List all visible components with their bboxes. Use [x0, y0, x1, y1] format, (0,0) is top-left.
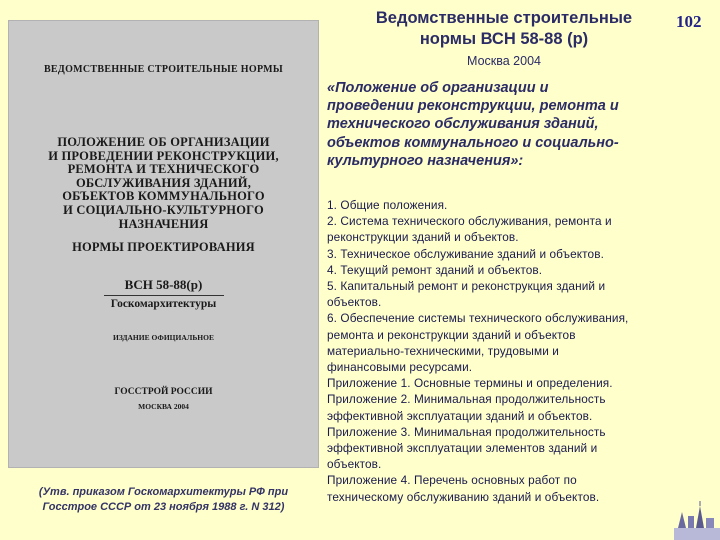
toc-line: 3. Техническое обслуживание зданий и объектов.	[327, 246, 604, 261]
toc-line: 5. Капитальный ремонт и реконструкция зданий и	[327, 279, 606, 294]
toc-line: Приложение 3. Минимальная продолжительность	[327, 424, 606, 439]
toc-line: Приложение 2. Минимальная продолжительность	[327, 392, 606, 407]
cover-title-line: И ПРОВЕДЕНИИ РЕКОНСТРУКЦИИ,	[48, 148, 279, 163]
slide-title	[334, 8, 674, 50]
approval-caption	[8, 485, 319, 514]
toc-line: эффективной эксплуатации зданий и объектов.	[327, 408, 593, 423]
table-of-contents	[327, 197, 717, 505]
subtitle-line: «Положение об организации и	[327, 80, 549, 96]
cover-city-year: МОСКВА 2004	[138, 402, 189, 411]
toc-line: объектов.	[327, 295, 382, 310]
subtitle-line: культурного назначения»:	[327, 152, 524, 169]
cover-title-line: ОБЪЕКТОВ КОММУНАЛЬНОГО	[62, 189, 265, 204]
toc-line: техническому обслуживанию зданий и объектов.	[327, 489, 600, 504]
cover-title-line: ПОЛОЖЕНИЕ ОБ ОРГАНИЗАЦИИ	[57, 135, 270, 149]
caption-line: Госстрое СССР от 23 ноября 1988 г. N 312)	[42, 500, 285, 513]
toc-line: 2. Система технического обслуживания, ремонта и	[327, 214, 612, 229]
toc-line: ремонта и реконструкции зданий и объектов	[327, 327, 576, 342]
cover-title-line: РЕМОНТА И ТЕХНИЧЕСКОГО	[67, 162, 260, 177]
toc-line: 6. Обеспечение системы технического обслуживания,	[327, 311, 629, 326]
subtitle-line: объектов коммунального и социально-	[327, 134, 619, 151]
toc-line: финансовыми ресурсами.	[327, 360, 473, 375]
subtitle-line: проведении реконструкции, ремонта и	[327, 98, 619, 115]
subtitle-line: технического обслуживания зданий,	[327, 116, 599, 133]
cover-code: ВСН 58-88(р)	[124, 277, 203, 292]
toc-line: объектов.	[327, 457, 382, 472]
cover-title-line: И СОЦИАЛЬНО-КУЛЬТУРНОГО	[63, 202, 264, 217]
toc-line: Приложение 4. Перечень основных работ по	[327, 473, 577, 488]
document-cover-image	[8, 20, 319, 468]
document-subtitle	[327, 79, 717, 170]
toc-line: реконструкции зданий и объектов.	[327, 230, 519, 245]
cover-title	[8, 136, 319, 231]
cover-publisher: ГОССТРОЙ РОССИИ	[114, 387, 213, 397]
toc-line: эффективной эксплуатации элементов зданий и	[327, 441, 598, 456]
toc-line: материально-техническими, трудовыми и	[327, 343, 559, 358]
cover-title-line: ОБСЛУЖИВАНИЯ ЗДАНИЙ,	[75, 175, 252, 190]
caption-line: (Утв. приказом Госкомархитектуры РФ при	[38, 486, 289, 498]
toc-line: 4. Текущий ремонт зданий и объектов.	[327, 262, 543, 277]
toc-line: Приложение 1. Основные термины и определения.	[327, 376, 613, 391]
slide-title-line: Ведомственные строительные	[375, 9, 633, 27]
cover-norms: НОРМЫ ПРОЕКТИРОВАНИЯ	[72, 240, 255, 254]
decorative-city-icon	[674, 498, 720, 540]
slide-city-year: Москва 2004	[467, 54, 541, 68]
cover-title-line: НАЗНАЧЕНИЯ	[118, 216, 209, 231]
cover-department: ВЕДОМСТВЕННЫЕ СТРОИТЕЛЬНЫЕ НОРМЫ	[43, 64, 284, 75]
toc-line: 1. Общие положения.	[327, 198, 448, 212]
slide-number: 102	[676, 12, 702, 31]
cover-agency: Госкомархитектуры	[110, 298, 217, 310]
slide-title-line: нормы ВСН 58-88 (р)	[419, 30, 589, 48]
cover-divider	[104, 295, 224, 296]
cover-edition: ИЗДАНИЕ ОФИЦИАЛЬНОЕ	[113, 333, 214, 342]
